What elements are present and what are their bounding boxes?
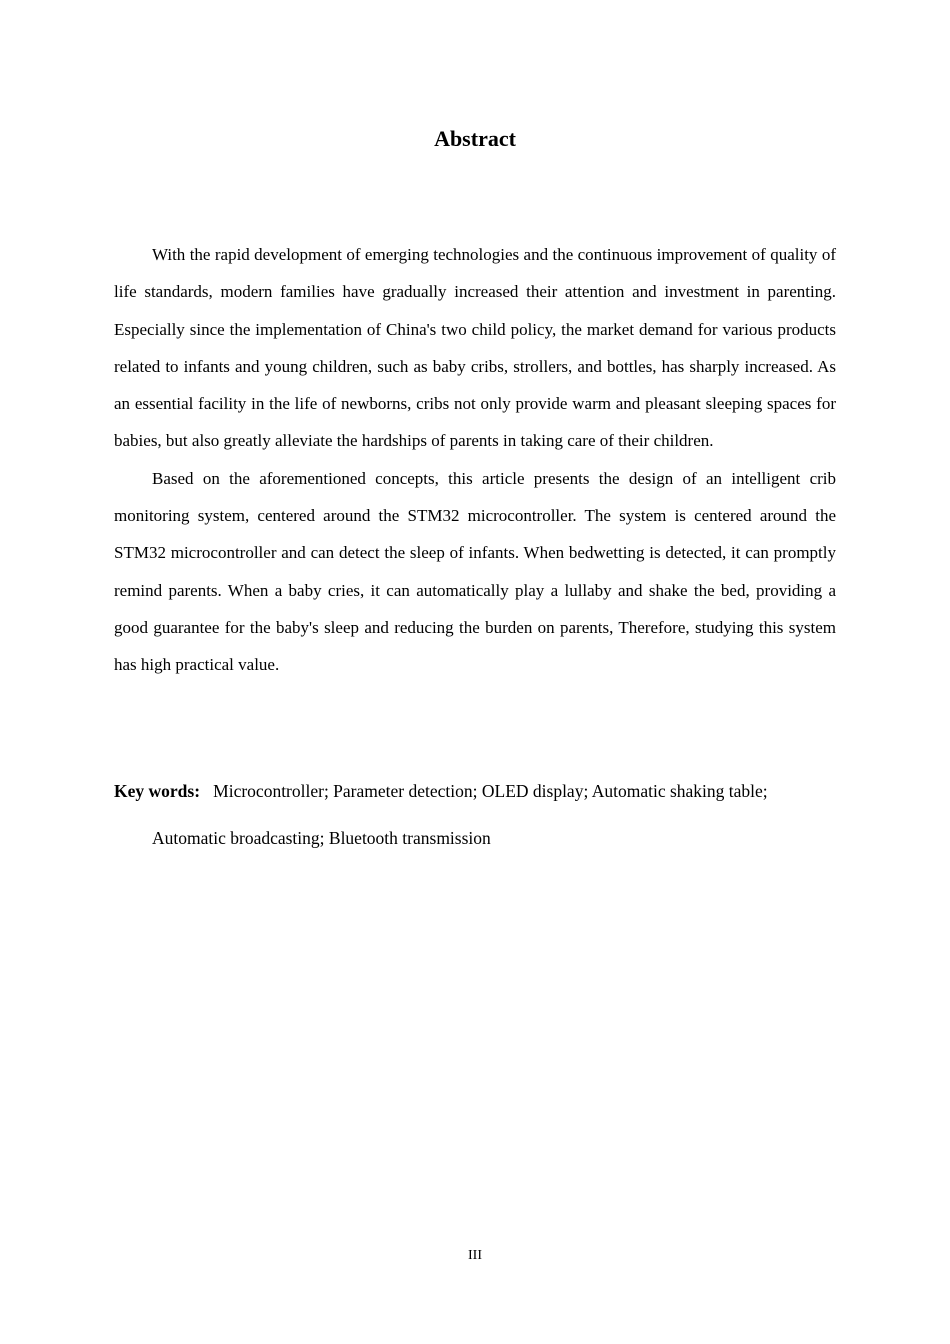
abstract-body <box>114 236 836 684</box>
page-title: Abstract <box>434 126 516 151</box>
keywords-section <box>114 768 836 862</box>
keywords-line-2: Automatic broadcasting; Bluetooth transmission <box>152 828 491 848</box>
abstract-paragraph-2: Based on the aforementioned concepts, this article presents the design of an intelligent crib monitoring system, centered around the STM32 microcontroller. The system is centered around the STM32 microcontroller and can detect the sleep of infants. When bedwetting is detected, it can promptly remind parents. When a baby cries, it can automatically play a lullaby and shake the bed, providing a good guarantee for the baby's sleep and reducing the burden on parents, Therefore, studying this system has high practical value. <box>114 468 836 675</box>
keywords-label: Key words <box>114 781 195 801</box>
keywords-separator: : <box>194 781 201 801</box>
page-number: III <box>468 1248 482 1263</box>
keywords-line-1: Microcontroller; Parameter detection; OLED display; Automatic shaking table; <box>213 781 768 801</box>
abstract-paragraph-1: With the rapid development of emerging technologies and the continuous improvement of quality of life standards, modern families have gradually increased their attention and investment in parenting. Especially since the implementation of China's two child policy, the market demand for various products related to infants and young children, such as baby cribs, strollers, and bottles, has sharply increased. As an essential facility in the life of newborns, cribs not only provide warm and pleasant sleeping spaces for babies, but also greatly alleviate the hardships of parents in taking care of their children. <box>114 245 836 451</box>
